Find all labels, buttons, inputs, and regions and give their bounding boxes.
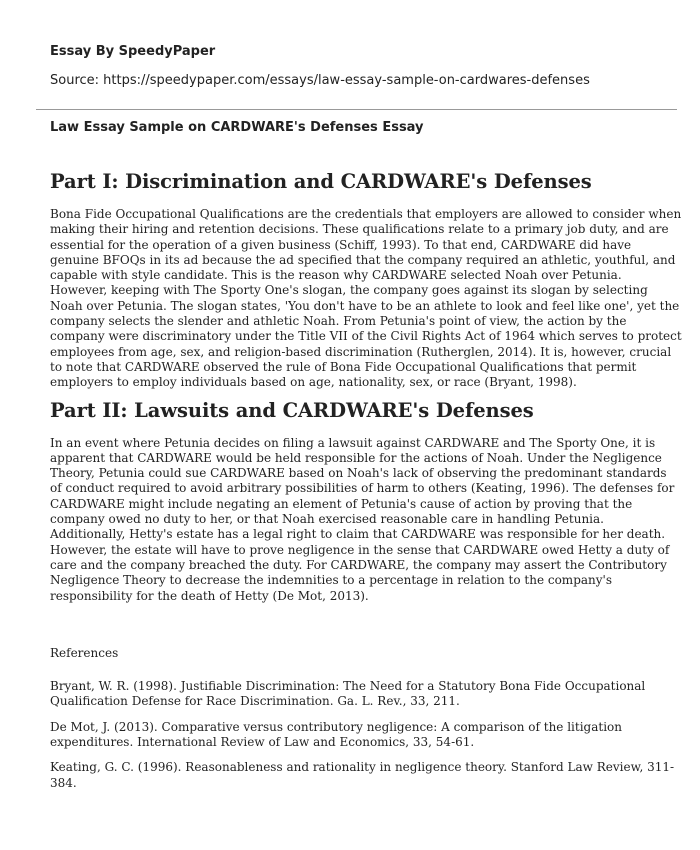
reference-item: Keating, G. C. (1996). Reasonableness and rationality in negligence theory. Stanford Law Review, 311-384. [50, 760, 675, 790]
section-2-heading: Part II: Lawsuits and CARDWARE's Defenses [50, 398, 534, 422]
source-line: Source: https://speedypaper.com/essays/law-essay-sample-on-cardwares-defenses [50, 73, 590, 88]
header-divider [36, 109, 677, 110]
reference-item: De Mot, J. (2013). Comparative versus contributory negligence: A comparison of the litigation expenditures. International Review of Law and Economics, 33, 54-61. [50, 719, 622, 750]
section-1-body: Bona Fide Occupational Qualifications are the credentials that employers are allowed to consider when making their hiring and retention decisions. These qualifications relate to a primary job duty, and are essential for the operation of a given business (Schiff, 1993). To that end, CARDWARE did have genuine BFOQs in its ad because the ad specified that the company required an athletic, youthful, and capable with style candidate. This is the reason why CARDWARE selected Noah over Petunia. However, keeping with The Sporty One's slogan, the company goes against its slogan by selecting Noah over Petunia. The slogan states, 'You don't have to be an athlete to look and feel like one', yet the company selects the slender and athletic Noah. From Petunia's point of view, the action by the company were discriminatory under the Title VII of the Civil Rights Act of 1964 which serves to protect employees from age, sex, and religion-based discrimination (Rutherglen, 2014). It is, however, crucial to note that CARDWARE observed the rule of Bona Fide Occupational Qualifications that permit employers to employ individuals based on age, nationality, sex, or race (Bryant, 1998). [50, 207, 682, 390]
section-2-body: In an event where Petunia decides on filing a lawsuit against CARDWARE and The Sporty One, it is apparent that CARDWARE would be held responsible for the actions of Noah. Under the Negligence Theory, Petunia could sue CARDWARE based on Noah's lack of observing the predominant standards of conduct required to avoid arbitrary possibilities of harm to others (Keating, 1996). The defenses for CARDWARE might include negating an element of Petunia's cause of action by proving that the company owed no duty to her, or that Noah exercised reasonable care in handling Petunia. Additionally, Hetty's estate has a legal right to claim that CARDWARE was responsible for her death. However, the estate will have to prove negligence in the sense that CARDWARE owed Hetty a duty of care and the company breached the duty. For CARDWARE, the company may assert the Contributory Negligence Theory to decrease the indemnities to a percentage in relation to the company's responsibility for the death of Hetty (De Mot, 2013). [50, 435, 675, 603]
document-title: Law Essay Sample on CARDWARE's Defenses Essay [50, 120, 424, 135]
section-1-heading: Part I: Discrimination and CARDWARE's Defenses [50, 170, 592, 193]
reference-item: Bryant, W. R. (1998). Justifiable Discrimination: The Need for a Statutory Bona Fide Occupational Qualification Defense for Race Discrimination. Ga. L. Rev., 33, 211. [50, 679, 646, 709]
header-title: Essay By SpeedyPaper [50, 44, 216, 59]
essay-content [50, 170, 682, 801]
references-heading: References [50, 645, 119, 660]
